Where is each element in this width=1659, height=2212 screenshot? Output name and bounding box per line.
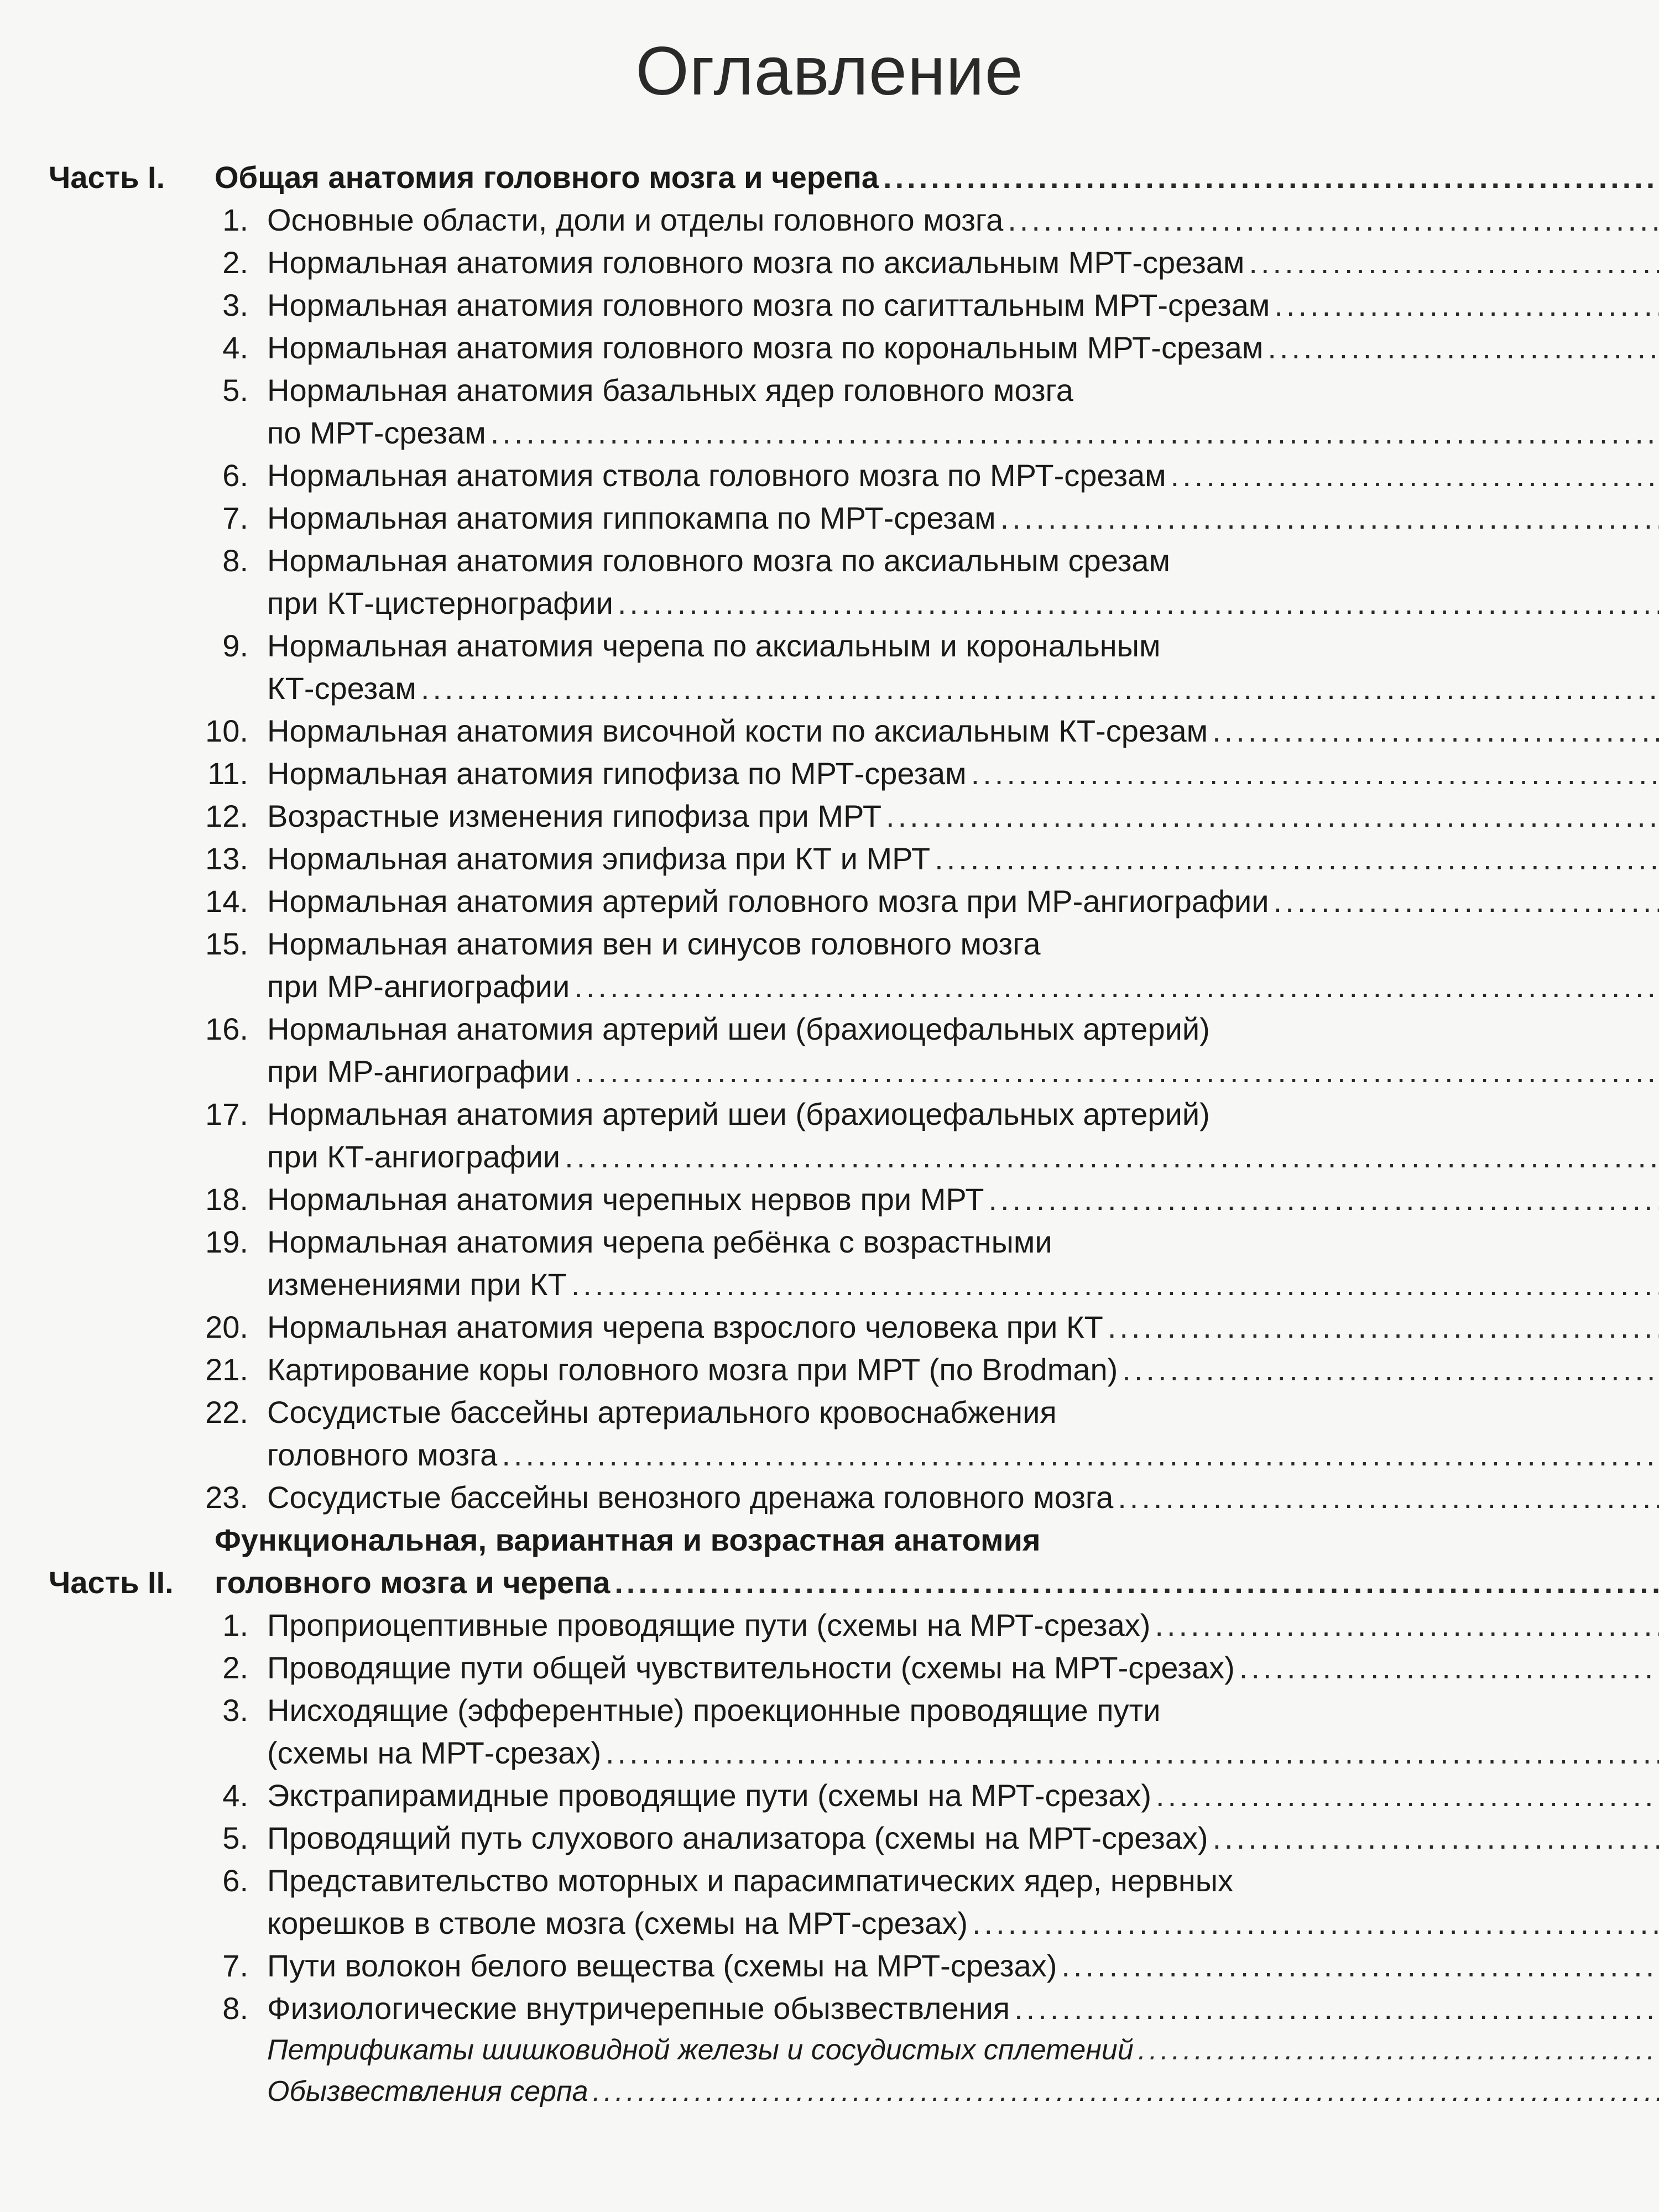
part-title-line: [215, 1561, 1659, 1604]
toc-entry[interactable]: [49, 1817, 1597, 1859]
entry-number: 22.: [205, 1395, 248, 1430]
dot-leader: [1213, 1817, 1659, 1859]
dot-leader: [565, 1135, 1659, 1178]
entry-number: 5.: [222, 373, 248, 408]
entry-text: Сосудистые бассейны венозного дренажа головного мозга: [267, 1480, 1114, 1515]
entry-line: [267, 1348, 1659, 1391]
entry-line: [267, 752, 1659, 795]
entry-body: [267, 1604, 1659, 1646]
entry-body: [267, 497, 1659, 539]
entry-body: [267, 284, 1659, 326]
dot-leader: [571, 1263, 1659, 1306]
entry-line: Нормальная анатомия артерий шеи (брахиоцефальных артерий): [267, 1011, 1210, 1046]
entry-number: 6.: [222, 458, 248, 493]
entry-body: [267, 1774, 1659, 1817]
entry-line: Нормальная анатомия артерий шеи (брахиоцефальных артерий): [267, 1097, 1210, 1131]
entry-line: Представительство моторных и парасимпатических ядер, нервных: [267, 1863, 1234, 1898]
part-label: Часть II.: [49, 1565, 174, 1600]
toc-entry[interactable]: [49, 624, 1597, 709]
entry-line: [267, 1604, 1659, 1646]
dot-leader: [1122, 1348, 1659, 1391]
entry-line: [267, 1050, 1659, 1093]
entry-number: 8.: [222, 543, 248, 578]
entry-line: [267, 880, 1659, 922]
entry-number: 8.: [222, 1991, 248, 2026]
entry-body: [267, 1646, 1659, 1689]
entry-number: 1.: [222, 1608, 248, 1642]
entry-line: [267, 241, 1659, 284]
entry-number: 16.: [205, 1011, 248, 1046]
toc-entry[interactable]: [49, 1987, 1597, 2030]
entry-number: 21.: [205, 1352, 248, 1387]
entry-line: Нормальная анатомия черепа по аксиальным и корональным: [267, 628, 1161, 663]
entry-number: 14.: [205, 884, 248, 919]
entry-body: [267, 241, 1659, 284]
entry-text: Физиологические внутричерепные обызвествления: [267, 1991, 1010, 2026]
dot-leader: [935, 837, 1659, 880]
dot-leader: [972, 1902, 1659, 1944]
dot-leader: [1138, 2030, 1659, 2071]
entry-body: [267, 1306, 1659, 1348]
entry-text: Нормальная анатомия артерий головного мозга при МР-ангиографии: [267, 884, 1269, 919]
dot-leader: [1008, 199, 1659, 241]
entry-text: изменениями при КТ: [267, 1267, 567, 1302]
dot-leader: [606, 1731, 1659, 1774]
part-title-text: Общая анатомия головного мозга и черепа: [215, 160, 879, 195]
entry-text: при КТ-цистернографии: [267, 586, 613, 620]
entry-line: [267, 795, 1659, 837]
entry-line: [267, 1817, 1659, 1859]
toc-entry[interactable]: [49, 539, 1597, 624]
entry-text: Нормальная анатомия головного мозга по аксиальным МРТ-срезам: [267, 245, 1245, 280]
dot-leader: [614, 1561, 1659, 1604]
entry-number: 3.: [222, 288, 248, 322]
entry-body: [267, 1391, 1659, 1476]
entry-body: [267, 880, 1659, 922]
toc-entry[interactable]: [49, 284, 1597, 326]
entry-body: [267, 795, 1659, 837]
entry-text: Нормальная анатомия черепа взрослого человека при КТ: [267, 1310, 1103, 1344]
dot-leader: [883, 156, 1659, 199]
entry-body: [267, 837, 1659, 880]
toc-entry[interactable]: [49, 1178, 1597, 1220]
entry-line: [267, 454, 1659, 497]
toc-entry[interactable]: [49, 369, 1597, 454]
toc-entry[interactable]: [49, 1093, 1597, 1178]
dot-leader: [1171, 454, 1659, 497]
entry-body: [267, 1093, 1659, 1178]
entry-body: [267, 326, 1659, 369]
entry-body: [267, 1178, 1659, 1220]
entry-number: 17.: [205, 1097, 248, 1131]
dot-leader: [574, 1050, 1659, 1093]
entry-text: Нормальная анатомия ствола головного мозга по МРТ-срезам: [267, 458, 1166, 493]
entry-number: 12.: [205, 799, 248, 833]
entry-text: головного мозга: [267, 1437, 498, 1472]
entry-text: при КТ-ангиографии: [267, 1139, 561, 1174]
entry-line: [267, 411, 1659, 454]
part-title-line: [215, 156, 1659, 199]
subentry-text: Петрификаты шишковидной железы и сосудистых сплетений: [267, 2034, 1134, 2066]
entry-text: Экстрапирамидные проводящие пути (схемы на МРТ-срезах): [267, 1778, 1152, 1813]
dot-leader: [1212, 709, 1659, 752]
entry-text: Возрастные изменения гипофиза при МРТ: [267, 799, 882, 833]
toc-entry[interactable]: [49, 1689, 1597, 1774]
toc-entry[interactable]: [49, 454, 1597, 497]
page-title: Оглавление: [635, 33, 1024, 109]
entry-text: КТ-срезам: [267, 671, 416, 706]
entry-number: 23.: [205, 1480, 248, 1515]
toc-entry[interactable]: [49, 326, 1597, 369]
entry-body: [267, 1689, 1659, 1774]
dot-leader: [1155, 1604, 1659, 1646]
entry-line: [267, 497, 1659, 539]
toc-entry[interactable]: [49, 837, 1597, 880]
toc-entry[interactable]: [49, 795, 1597, 837]
entry-line: Нормальная анатомия вен и синусов головного мозга: [267, 926, 1041, 961]
entry-body: [267, 1348, 1659, 1391]
part-title: [215, 156, 1659, 199]
dot-leader: [1239, 1646, 1659, 1689]
subentry-body: [267, 2030, 1659, 2071]
entry-number: 7.: [222, 500, 248, 535]
entry-body: [267, 624, 1659, 709]
entry-line: [267, 965, 1659, 1008]
entry-line: Сосудистые бассейны артериального кровоснабжения: [267, 1395, 1057, 1430]
entry-text: Нормальная анатомия гипофиза по МРТ-срезам: [267, 756, 967, 791]
toc-subentry[interactable]: [49, 2071, 1597, 2112]
dot-leader: [421, 667, 1659, 709]
entry-line: [267, 667, 1659, 709]
dot-leader: [1000, 497, 1659, 539]
dot-leader: [1156, 1774, 1659, 1817]
entry-text: Проводящие пути общей чувствительности (схемы на МРТ-срезах): [267, 1650, 1235, 1685]
entry-text: Нормальная анатомия головного мозга по сагиттальным МРТ-срезам: [267, 288, 1270, 322]
entry-line: [267, 1178, 1659, 1220]
entry-text: при МР-ангиографии: [267, 1054, 570, 1089]
entry-line: [267, 1263, 1659, 1306]
entry-body: [267, 1987, 1659, 2030]
entry-text: Нормальная анатомия эпифиза при КТ и МРТ: [267, 841, 931, 876]
entry-line: [267, 1944, 1659, 1987]
dot-leader: [971, 752, 1659, 795]
subentry-text: Обызвествления серпа: [267, 2075, 588, 2107]
entry-number: 10.: [205, 713, 248, 748]
dot-leader: [1118, 1476, 1659, 1519]
toc-entry[interactable]: [49, 1646, 1597, 1689]
entry-body: [267, 539, 1659, 624]
part-title: [215, 1519, 1659, 1604]
toc-entry[interactable]: [49, 1476, 1597, 1519]
entry-line: [267, 837, 1659, 880]
entry-line: [267, 709, 1659, 752]
toc-entry[interactable]: [49, 752, 1597, 795]
toc-entry[interactable]: [49, 199, 1597, 241]
entry-line: Нормальная анатомия базальных ядер головного мозга: [267, 373, 1073, 408]
entry-line: [267, 1646, 1659, 1689]
entry-text: при МР-ангиографии: [267, 969, 570, 1004]
entry-number: 11.: [207, 756, 248, 791]
toc-entry[interactable]: [49, 497, 1597, 539]
toc-entry[interactable]: [49, 1008, 1597, 1093]
entry-line: [267, 1135, 1659, 1178]
entry-text: Картирование коры головного мозга при МРТ (по Brodman): [267, 1352, 1118, 1387]
entry-text: Основные области, доли и отделы головного мозга: [267, 202, 1004, 237]
dot-leader: [502, 1433, 1659, 1476]
entry-number: 18.: [205, 1182, 248, 1217]
entry-line: [267, 582, 1659, 624]
entry-body: [267, 1476, 1659, 1519]
dot-leader: [886, 795, 1659, 837]
toc-entry[interactable]: [49, 1859, 1597, 1944]
dot-leader: [1108, 1306, 1659, 1348]
entry-line: [267, 284, 1659, 326]
entry-body: [267, 454, 1659, 497]
dot-leader: [1061, 1944, 1659, 1987]
entry-number: 15.: [205, 926, 248, 961]
dot-leader: [574, 965, 1659, 1008]
entry-line: Нормальная анатомия головного мозга по аксиальным срезам: [267, 543, 1171, 578]
entry-text: Нормальная анатомия височной кости по аксиальным КТ-срезам: [267, 713, 1208, 748]
entry-body: [267, 922, 1659, 1008]
entry-line: Нормальная анатомия черепа ребёнка с возрастными: [267, 1224, 1052, 1259]
entry-body: [267, 709, 1659, 752]
entry-line: [267, 1902, 1659, 1944]
entry-line: [267, 1306, 1659, 1348]
part-title-text: головного мозга и черепа: [215, 1565, 611, 1600]
dot-leader: [1014, 1987, 1659, 2030]
entry-text: Нормальная анатомия головного мозга по корональным МРТ-срезам: [267, 330, 1264, 365]
entry-body: [267, 752, 1659, 795]
entry-number: 19.: [205, 1224, 248, 1259]
entry-body: [267, 369, 1659, 454]
dot-leader: [988, 1178, 1659, 1220]
entry-text: Нормальная анатомия гиппокампа по МРТ-срезам: [267, 500, 996, 535]
toc-entry[interactable]: [49, 1944, 1597, 1987]
toc-entry[interactable]: [49, 1774, 1597, 1817]
subentry-body: [267, 2071, 1659, 2112]
entry-text: Нормальная анатомия черепных нервов при МРТ: [267, 1182, 984, 1217]
entry-number: 20.: [205, 1310, 248, 1344]
entry-number: 4.: [222, 1778, 248, 1813]
dot-leader: [593, 2071, 1659, 2112]
entry-text: по МРТ-срезам: [267, 415, 486, 450]
toc-entry[interactable]: [49, 1391, 1597, 1476]
entry-line: [267, 1433, 1659, 1476]
entry-line: [267, 1987, 1659, 2030]
part-title-line: Функциональная, вариантная и возрастная анатомия: [215, 1522, 1041, 1557]
toc-entry[interactable]: [49, 922, 1597, 1008]
entry-text: Проприоцептивные проводящие пути (схемы на МРТ-срезах): [267, 1608, 1151, 1642]
entry-text: Пути волокон белого вещества (схемы на МРТ-срезах): [267, 1948, 1057, 1983]
dot-leader: [1249, 241, 1659, 284]
entry-line: [267, 1774, 1659, 1817]
dot-leader: [1274, 284, 1659, 326]
entry-number: 5.: [222, 1820, 248, 1855]
dot-leader: [618, 582, 1659, 624]
entry-body: [267, 1220, 1659, 1306]
dot-leader: [1267, 326, 1659, 369]
entry-number: 2.: [222, 245, 248, 280]
entry-number: 4.: [222, 330, 248, 365]
entry-line: [267, 199, 1659, 241]
indent: [49, 2071, 267, 2112]
entry-number: 1.: [222, 202, 248, 237]
toc-entry[interactable]: [49, 1604, 1597, 1646]
indent: [49, 2030, 267, 2071]
toc-entry[interactable]: [49, 1220, 1597, 1306]
entry-number: 13.: [205, 841, 248, 876]
entry-text: Проводящий путь слухового анализатора (схемы на МРТ-срезах): [267, 1820, 1208, 1855]
entry-number: 2.: [222, 1650, 248, 1685]
toc-entry[interactable]: [49, 1306, 1597, 1348]
entry-number: 3.: [222, 1693, 248, 1728]
entry-line: [267, 1731, 1659, 1774]
toc-entry[interactable]: [49, 880, 1597, 922]
dot-leader: [1274, 880, 1659, 922]
entry-number: 6.: [222, 1863, 248, 1898]
part-heading[interactable]: [49, 156, 1597, 199]
dot-leader: [491, 411, 1659, 454]
entry-body: [267, 1817, 1659, 1859]
entry-line: Нисходящие (эфферентные) проекционные проводящие пути: [267, 1693, 1161, 1728]
entry-body: [267, 1008, 1659, 1093]
part-label: Часть I.: [49, 160, 165, 195]
entry-body: [267, 1944, 1659, 1987]
table-of-contents: [49, 156, 1597, 2112]
entry-number: 7.: [222, 1948, 248, 1983]
entry-number: 9.: [222, 628, 248, 663]
entry-body: [267, 1859, 1659, 1944]
entry-text: (схемы на МРТ-срезах): [267, 1735, 601, 1770]
toc-subentry[interactable]: [49, 2030, 1597, 2071]
entry-text: корешков в стволе мозга (схемы на МРТ-срезах): [267, 1906, 968, 1940]
toc-entry[interactable]: [49, 241, 1597, 284]
toc-entry[interactable]: [49, 1348, 1597, 1391]
toc-entry[interactable]: [49, 709, 1597, 752]
part-heading[interactable]: [49, 1519, 1597, 1604]
entry-body: [267, 199, 1659, 241]
entry-line: [267, 1476, 1659, 1519]
entry-line: [267, 326, 1659, 369]
